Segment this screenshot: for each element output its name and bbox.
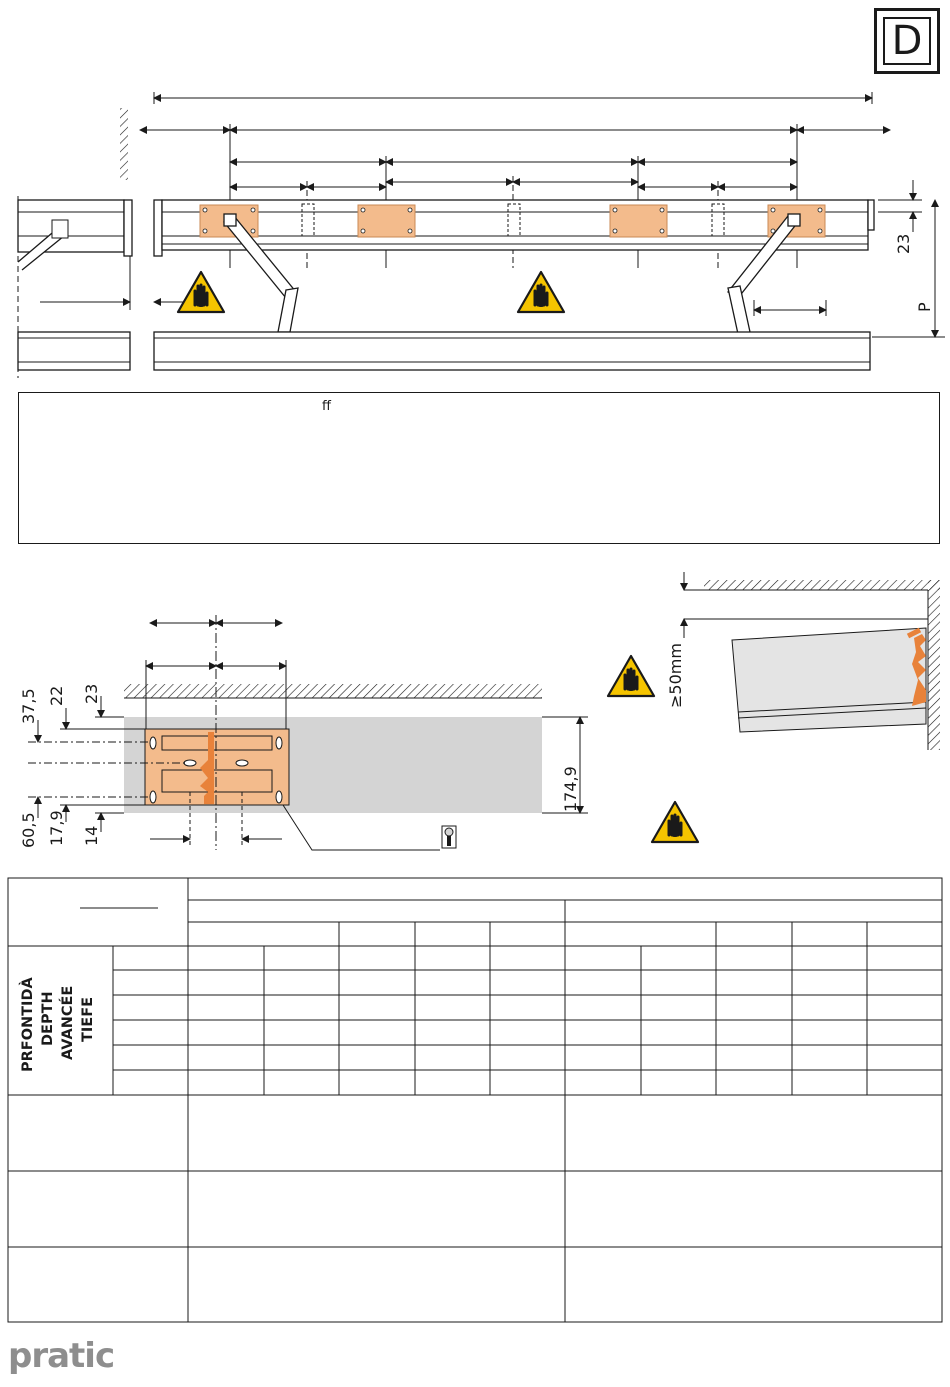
top-assembly-drawing: [0, 0, 950, 390]
section-letter: D: [883, 17, 931, 65]
left-profile: [18, 200, 132, 370]
dimension-p-label: P: [915, 302, 934, 312]
screw-icon: [442, 826, 456, 848]
clearance-label: ≥50mm: [666, 643, 685, 708]
brand-logo: pratic: [8, 1336, 115, 1376]
depth-label-fr: AVANCÉE: [60, 985, 76, 1060]
dim-14: 14: [82, 825, 101, 846]
warning-hand-icon: [652, 802, 698, 842]
ceiling-hatch: [124, 684, 542, 698]
dim-174-9: 174,9: [561, 766, 580, 812]
warning-hand-icon: [608, 656, 654, 696]
front-profile: [154, 332, 870, 370]
dim-60-5: 60,5: [19, 812, 38, 848]
bracket-detail-drawing: [0, 560, 950, 870]
dim-22: 22: [47, 685, 66, 706]
dimension-23-label: 23: [894, 233, 913, 254]
side-view: [684, 572, 940, 750]
specification-table: [0, 870, 950, 1330]
depth-label-it: PRFONTIDÀ: [20, 977, 36, 1072]
notes-text: ff: [322, 399, 331, 414]
notes-box: [18, 392, 940, 544]
dim-23: 23: [82, 683, 101, 704]
bracket-plate: [145, 729, 289, 805]
wall-hatch: [120, 108, 128, 180]
warning-hand-icon: [178, 272, 224, 312]
depth-label-en: DEPTH: [40, 991, 56, 1046]
dim-37-5: 37,5: [19, 688, 38, 724]
depth-label-de: TIEFE: [80, 996, 96, 1042]
dim-17-9: 17,9: [47, 810, 66, 846]
warning-hand-icon: [518, 272, 564, 312]
